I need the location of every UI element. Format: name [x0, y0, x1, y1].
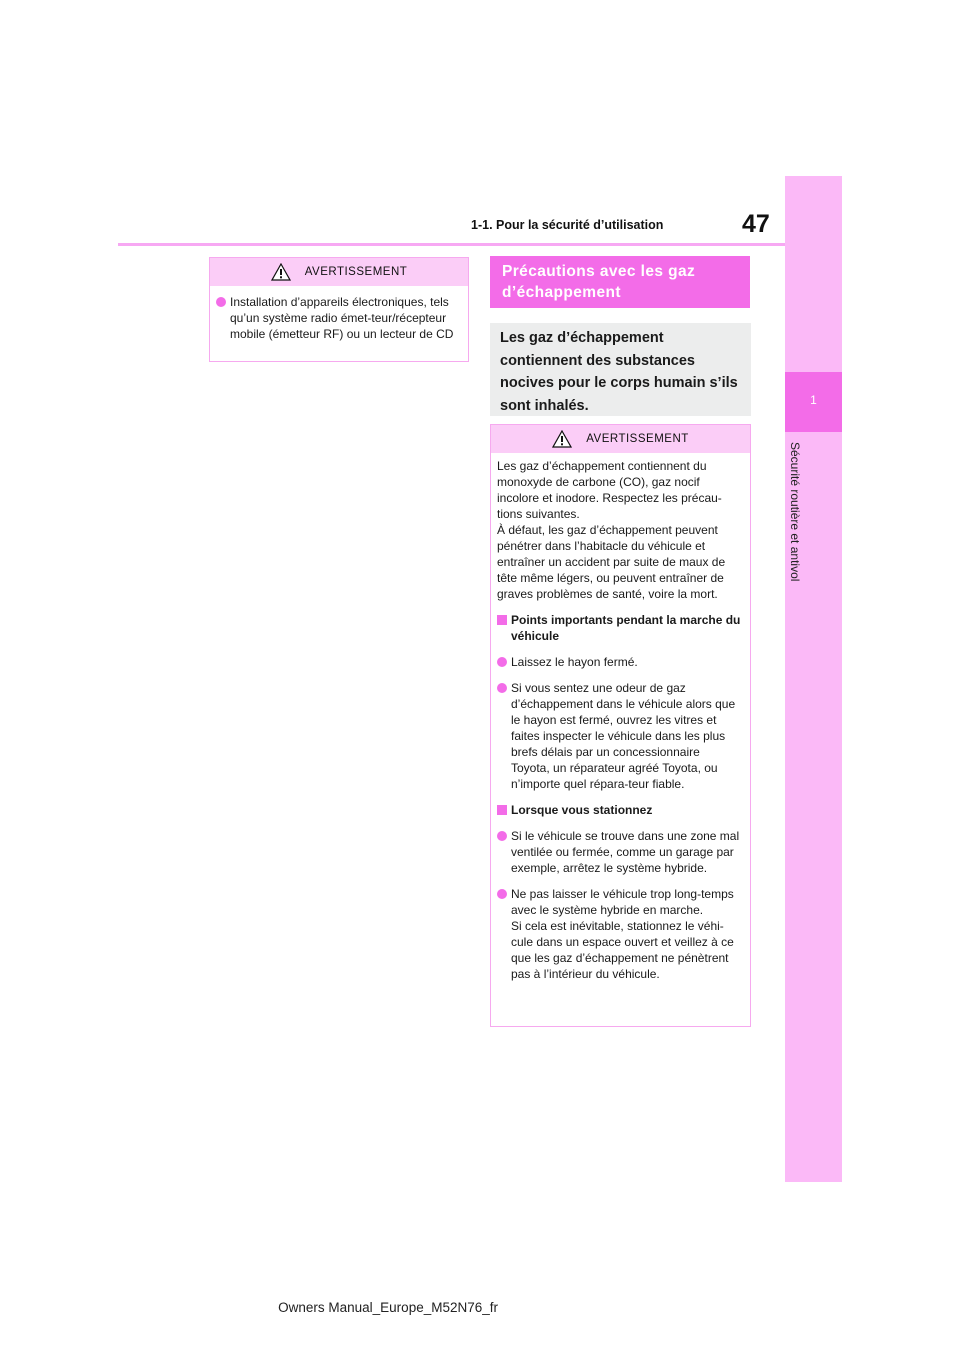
list-item-text: Si le véhicule se trouve dans une zone mal ventilée ou fermée, comme un garage par exemple, arrêtez le système hybride. — [511, 829, 740, 875]
warning-intro-paragraph: Les gaz d’échappement contiennent du monoxyde de carbone (CO), gaz nocif incolore et inodore. Respectez les précau-tions suivantes. — [497, 459, 722, 521]
list-heading-text: Lorsque vous stationnez — [511, 803, 653, 817]
warning-triangle-icon — [271, 263, 291, 281]
header-divider — [118, 243, 786, 246]
list-heading — [497, 802, 741, 818]
chapter-number: 1 — [810, 393, 817, 407]
warning-body — [491, 453, 750, 990]
page-number: 47 — [742, 210, 770, 238]
section-title-banner — [490, 256, 750, 308]
chapter-side-tab — [785, 176, 842, 1182]
warning-box-exhaust — [490, 424, 751, 1027]
warning-title: AVERTISSEMENT — [304, 266, 408, 278]
square-bullet-icon — [497, 615, 511, 644]
warning-intro-paragraph: À défaut, les gaz d’échappement peuvent pénétrer dans l’habitacle du véhicule et entraîner un accident par suite de maux de tête même légers, ou peuvent entraîner de graves problèmes de santé, voire la mort. — [497, 523, 726, 601]
warning-triangle-icon — [552, 430, 572, 448]
warning-body — [210, 286, 468, 350]
square-bullet-icon — [497, 805, 511, 818]
bullet-circle-icon — [497, 657, 511, 670]
section-title-line-1: Précautions avec les gaz — [502, 263, 696, 280]
list-heading — [497, 612, 741, 644]
list-item — [497, 886, 741, 982]
warning-title: AVERTISSEMENT — [586, 433, 689, 445]
warning-box-electronics — [209, 257, 469, 362]
bullet-circle-icon — [497, 831, 511, 876]
list-item — [497, 654, 741, 670]
list-item-text: Si vous sentez une odeur de gaz d’échappement dans le véhicule alors que le hayon est fermé, ouvrez les vitres et faites inspecter le véhicule dans les plus brefs délais par un concessionnaire Toyota, un réparateur agréé Toyota, ou n’importe quel répara-teur fiable. — [511, 681, 736, 791]
summary-line: nocives pour le corps humain s’ils — [500, 375, 738, 391]
list-heading-text: Points importants pendant la marche du véhicule — [511, 613, 741, 643]
list-item-text — [511, 886, 741, 982]
list-item-text: Laissez le hayon fermé. — [511, 655, 638, 669]
list-item — [216, 294, 459, 342]
section-title-line-2: d’échappement — [502, 284, 621, 301]
bullet-circle-icon — [497, 889, 511, 982]
chapter-label: Sécurité routière et antivol — [788, 442, 802, 582]
summary-line: Les gaz d’échappement — [500, 330, 664, 346]
list-item-line: Si cela est inévitable, stationnez le véhi-cule dans un espace ouvert et veillez à ce que les gaz d’échappement ne pénètrent pas à l’intérieur du véhicule. — [511, 919, 734, 981]
bullet-circle-icon — [216, 297, 230, 342]
summary-line: contiennent des substances — [500, 352, 695, 369]
summary-line: sont inhalés. — [500, 397, 589, 414]
footer-document-id: Owners Manual_Europe_M52N76_fr — [278, 1300, 498, 1315]
bullet-circle-icon — [497, 683, 511, 792]
warning-item-text: Installation d’appareils électroniques, tels qu’un système radio émet-teur/récepteur mobile (émetteur RF) ou un lecteur de CD — [230, 295, 454, 341]
warning-header — [210, 258, 468, 286]
list-item — [497, 680, 741, 792]
list-item-line: Ne pas laisser le véhicule trop long-temps avec le système hybride en marche. — [511, 887, 734, 917]
list-item — [497, 828, 741, 876]
section-summary-box — [490, 323, 751, 416]
warning-header — [491, 425, 750, 453]
warning-intro — [497, 458, 741, 602]
section-header-title: 1-1. Pour la sécurité d’utilisation — [471, 218, 664, 232]
